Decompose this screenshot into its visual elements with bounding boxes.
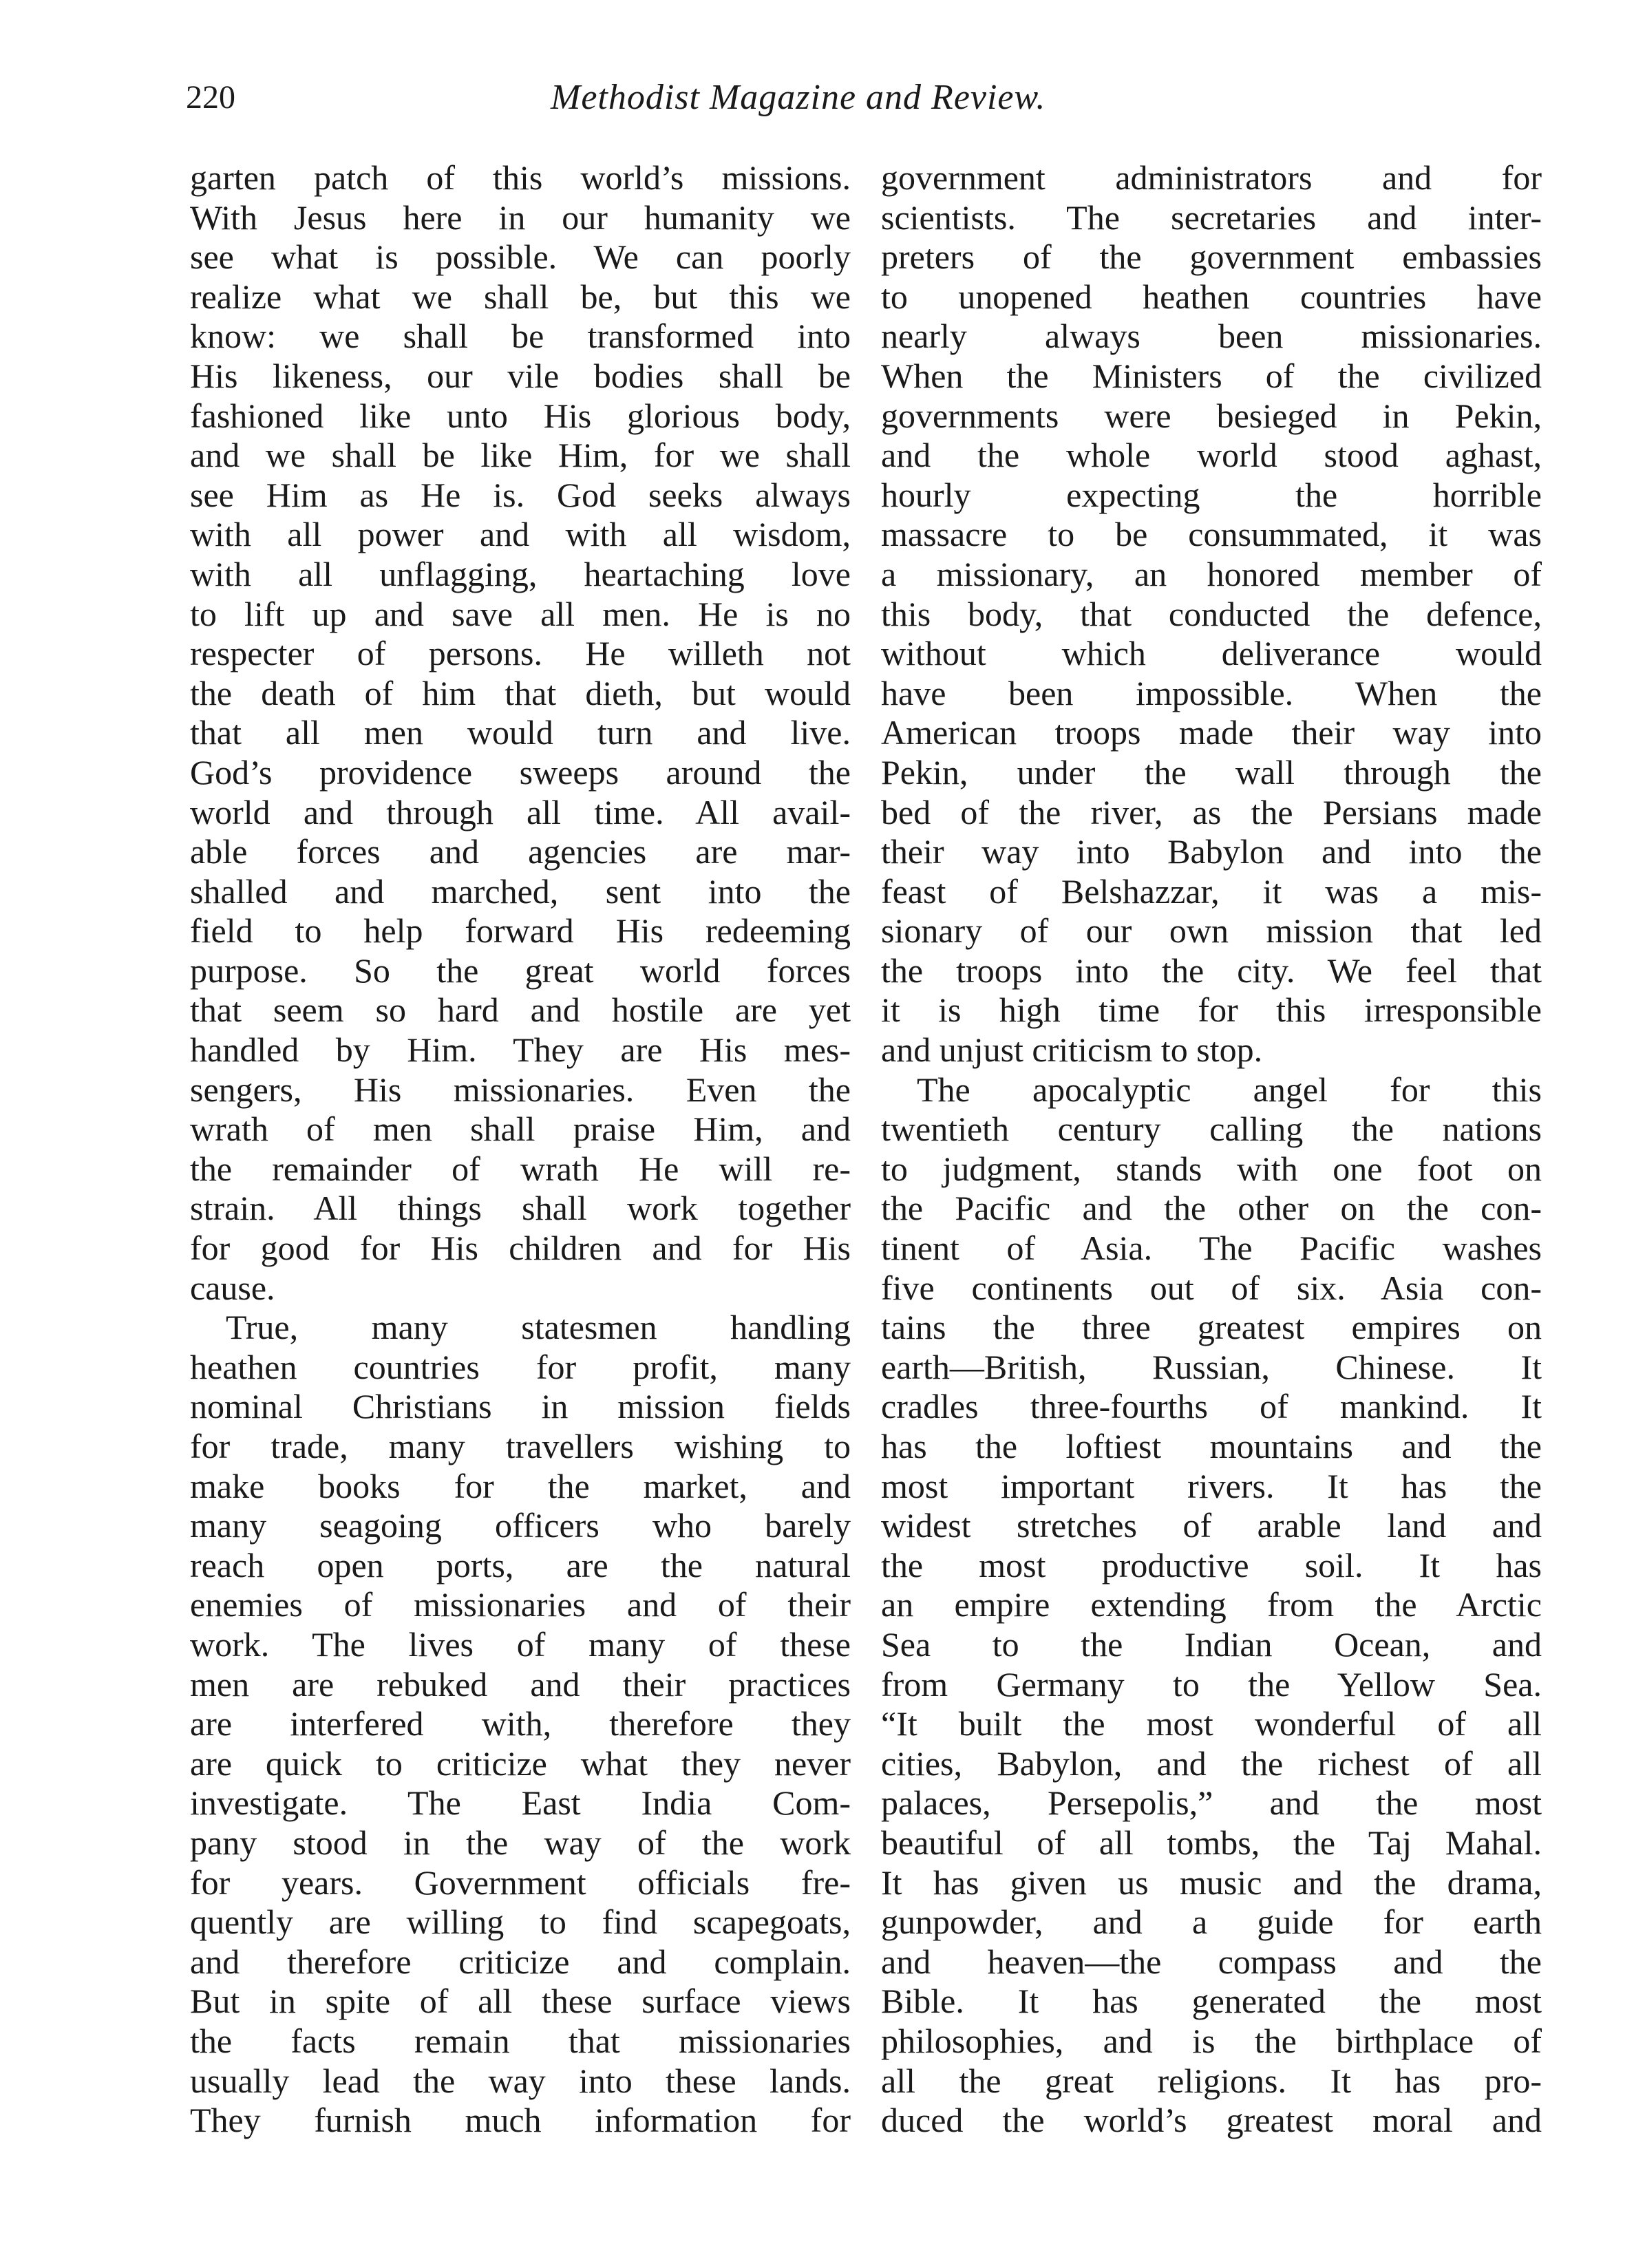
text-line: widest stretches of arable land and xyxy=(881,1506,1542,1545)
text-line: But in spite of all these surface views xyxy=(190,1982,851,2021)
text-line: see Him as He is. God seeks always xyxy=(190,475,851,514)
text-line: that seem so hard and hostile are yet xyxy=(190,990,851,1030)
text-line: work. The lives of many of these xyxy=(190,1624,851,1664)
text-line: world and through all time. All avail- xyxy=(190,792,851,831)
text-line: nominal Christians in mission fields xyxy=(190,1387,851,1426)
text-line: able forces and agencies are mar- xyxy=(190,832,851,871)
text-line: to judgment, stands with one foot on xyxy=(881,1149,1542,1188)
text-line: most important rivers. It has the xyxy=(881,1466,1542,1505)
text-line: and heaven—the compass and the xyxy=(881,1942,1542,1981)
text-line: beautiful of all tombs, the Taj Mahal. xyxy=(881,1823,1542,1862)
text-line: know: we shall be transformed into xyxy=(190,317,851,356)
text-line: realize what we shall be, but this we xyxy=(190,277,851,316)
text-line: Pekin, under the wall through the xyxy=(881,752,1542,792)
text-line: sionary of our own mission that led xyxy=(881,911,1542,951)
text-line: wrath of men shall praise Him, and xyxy=(190,1110,851,1149)
text-line: The apocalyptic angel for this xyxy=(917,1070,1542,1109)
text-line: True, many statesmen handling xyxy=(226,1308,851,1347)
text-line: cause. xyxy=(190,1268,275,1307)
text-line: palaces, Persepolis,” and the most xyxy=(881,1783,1542,1823)
text-line: government administrators and for xyxy=(881,158,1542,197)
text-line: “It built the most wonderful of all xyxy=(881,1704,1542,1744)
text-line: are interfered with, therefore they xyxy=(190,1704,851,1744)
text-line: gunpowder, and a guide for earth xyxy=(881,1903,1542,1942)
text-line: the death of him that dieth, but would xyxy=(190,673,851,712)
text-line: this body, that conducted the defence, xyxy=(881,594,1542,633)
text-line: a missionary, an honored member of xyxy=(881,554,1542,593)
text-line: five continents out of six. Asia con- xyxy=(881,1268,1542,1307)
page-number: 220 xyxy=(186,79,235,116)
text-line: for good for His children and for His xyxy=(190,1229,851,1268)
text-line: all the great religions. It has pro- xyxy=(881,2061,1542,2100)
text-line: field to help forward His redeeming xyxy=(190,911,851,951)
text-line: for trade, many travellers wishing to xyxy=(190,1427,851,1465)
text-line: philosophies, and is the birthplace of xyxy=(881,2021,1542,2060)
text-line: many seagoing officers who barely xyxy=(190,1506,851,1545)
text-line: hourly expecting the horrible xyxy=(881,475,1542,514)
text-line: nearly always been missionaries. xyxy=(881,317,1542,356)
text-line: men are rebuked and their practices xyxy=(190,1664,851,1704)
text-line: Bible. It has generated the most xyxy=(881,1982,1542,2021)
text-line: with all unflagging, heartaching love xyxy=(190,554,851,593)
text-line: an empire extending from the Arctic xyxy=(881,1585,1542,1624)
text-line: enemies of missionaries and of their xyxy=(190,1585,851,1624)
text-line: cradles three-fourths of mankind. It xyxy=(881,1387,1542,1426)
text-line: have been impossible. When the xyxy=(881,673,1542,712)
text-line: tains the three greatest empires on xyxy=(881,1308,1542,1347)
text-line: see what is possible. We can poorly xyxy=(190,237,851,277)
text-line: to unopened heathen countries have xyxy=(881,277,1542,316)
text-line: respecter of persons. He willeth not xyxy=(190,634,851,673)
text-line: preters of the government embassies xyxy=(881,237,1542,277)
text-line: bed of the river, as the Persians made xyxy=(881,792,1542,831)
text-line: earth—British, Russian, Chinese. It xyxy=(881,1347,1542,1386)
text-line: that all men would turn and live. xyxy=(190,713,851,752)
text-line: their way into Babylon and into the xyxy=(881,832,1542,871)
right-column xyxy=(881,158,1542,2141)
text-line: tinent of Asia. The Pacific washes xyxy=(881,1229,1542,1268)
text-line: and we shall be like Him, for we shall xyxy=(190,436,851,475)
text-line: it is high time for this irresponsible xyxy=(881,990,1542,1030)
text-line: handled by Him. They are His mes- xyxy=(190,1030,851,1070)
text-line: twentieth century calling the nations xyxy=(881,1110,1542,1149)
text-line: cities, Babylon, and the richest of all xyxy=(881,1744,1542,1783)
text-line: Sea to the Indian Ocean, and xyxy=(881,1624,1542,1664)
text-line: scientists. The secretaries and inter- xyxy=(881,198,1542,237)
left-column xyxy=(190,158,851,2141)
text-line: reach open ports, are the natural xyxy=(190,1545,851,1585)
text-line: investigate. The East India Com- xyxy=(190,1783,851,1823)
text-line: are quick to criticize what they never xyxy=(190,1744,851,1783)
text-line: With Jesus here in our humanity we xyxy=(190,198,851,237)
text-line: governments were besieged in Pekin, xyxy=(881,396,1542,435)
text-line: duced the world’s greatest moral and xyxy=(881,2101,1542,2140)
text-line: make books for the market, and xyxy=(190,1466,851,1505)
text-line: purpose. So the great world forces xyxy=(190,951,851,990)
text-line: and therefore criticize and complain. xyxy=(190,1942,851,1981)
text-line: for years. Government officials fre- xyxy=(190,1863,851,1902)
text-line: usually lead the way into these lands. xyxy=(190,2061,851,2100)
text-line: His likeness, our vile bodies shall be xyxy=(190,356,851,395)
text-line: They furnish much information for xyxy=(190,2101,851,2140)
text-line: with all power and with all wisdom, xyxy=(190,515,851,554)
text-line: to lift up and save all men. He is no xyxy=(190,594,851,633)
text-line: and the whole world stood aghast, xyxy=(881,436,1542,475)
text-line: without which deliverance would xyxy=(881,634,1542,673)
text-line: garten patch of this world’s missions. xyxy=(190,158,851,197)
text-line: the most productive soil. It has xyxy=(881,1545,1542,1585)
text-line: feast of Belshazzar, it was a mis- xyxy=(881,871,1542,911)
text-line: massacre to be consummated, it was xyxy=(881,515,1542,554)
text-line: strain. All things shall work together xyxy=(190,1189,851,1228)
text-line: the facts remain that missionaries xyxy=(190,2021,851,2060)
text-line: When the Ministers of the civilized xyxy=(881,356,1542,395)
text-line: the remainder of wrath He will re- xyxy=(190,1149,851,1188)
text-line: from Germany to the Yellow Sea. xyxy=(881,1664,1542,1704)
text-line: the Pacific and the other on the con- xyxy=(881,1189,1542,1228)
running-title: Methodist Magazine and Review. xyxy=(551,78,1046,117)
text-line: fashioned like unto His glorious body, xyxy=(190,396,851,435)
text-line: shalled and marched, sent into the xyxy=(190,871,851,911)
text-line: American troops made their way into xyxy=(881,713,1542,752)
text-line: heathen countries for profit, many xyxy=(190,1347,851,1386)
text-line: and unjust criticism to stop. xyxy=(881,1030,1263,1070)
text-line: has the loftiest mountains and the xyxy=(881,1427,1542,1465)
text-line: the troops into the city. We feel that xyxy=(881,951,1542,990)
text-line: pany stood in the way of the work xyxy=(190,1823,851,1862)
text-line: God’s providence sweeps around the xyxy=(190,752,851,792)
text-line: quently are willing to find scapegoats, xyxy=(190,1903,851,1942)
text-line: sengers, His missionaries. Even the xyxy=(190,1070,851,1109)
text-line: It has given us music and the drama, xyxy=(881,1863,1542,1902)
